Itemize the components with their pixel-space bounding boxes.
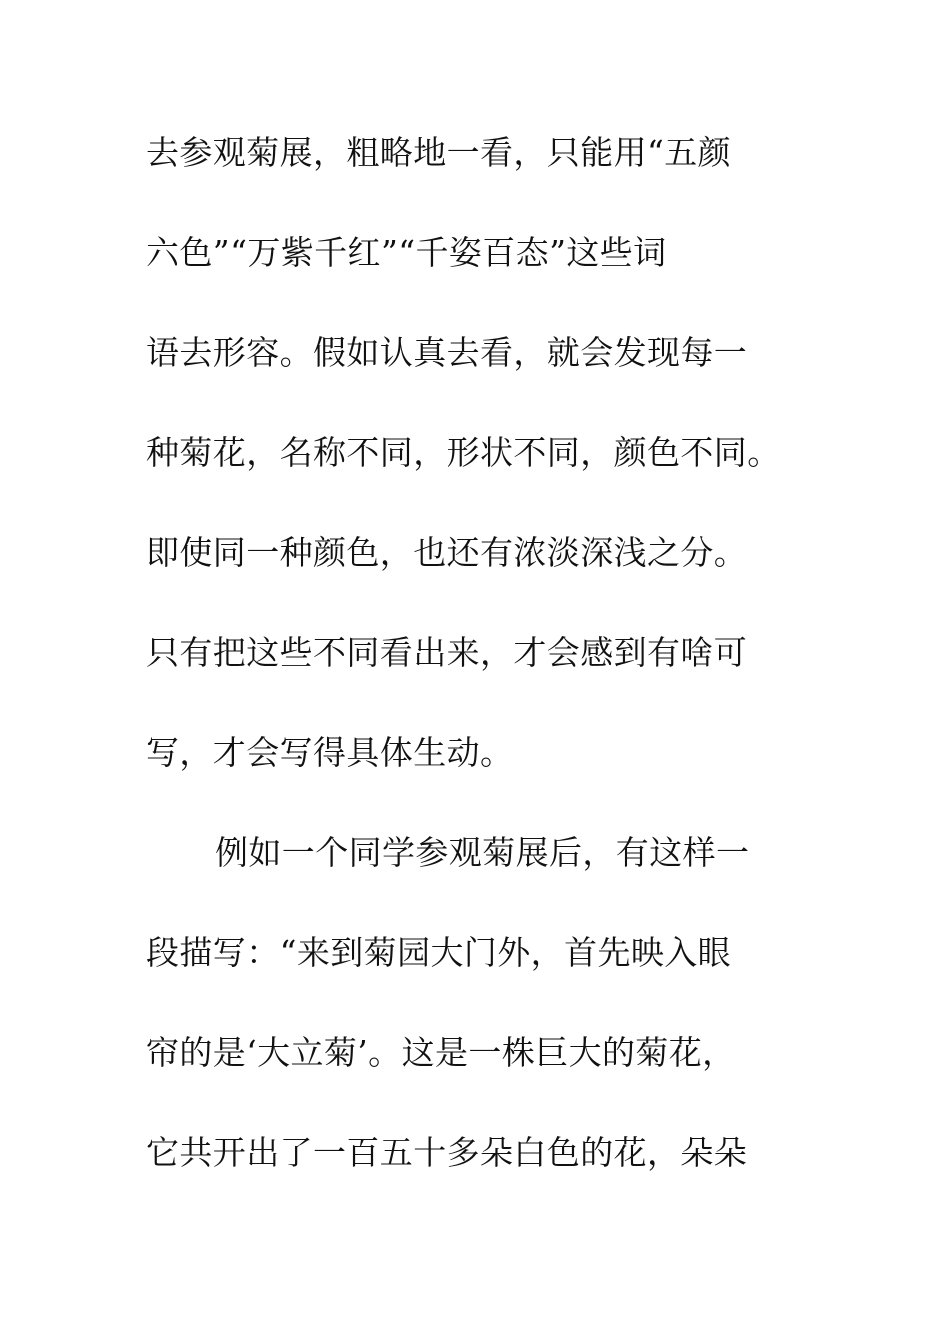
text-line-2: 六色”“万紫千红”“千姿百态”这些词 [146, 233, 667, 272]
text-line-4: 种菊花，名称不同，形状不同，颜色不同。 [146, 433, 781, 472]
text-line-11: 它共开出了一百五十多朵白色的花，朵朵 [146, 1133, 748, 1172]
text-line-1: 去参观菊展，粗略地一看，只能用“五颜 [146, 133, 732, 172]
text-line-8-paragraph-start: 例如一个同学参观菊展后，有这样一 [215, 833, 750, 872]
text-line-9: 段描写：“来到菊园大门外，首先映入眼 [146, 933, 732, 972]
body-text [146, 126, 806, 1226]
text-line-3: 语去形容。假如认真去看，就会发现每一 [146, 333, 748, 372]
text-line-7: 写，才会写得具体生动。 [146, 733, 514, 772]
text-line-5: 即使同一种颜色，也还有浓淡深浅之分。 [146, 533, 748, 572]
text-line-6: 只有把这些不同看出来，才会感到有啥可 [146, 633, 748, 672]
text-line-10: 帘的是‘大立菊’。这是一株巨大的菊花， [146, 1033, 736, 1072]
